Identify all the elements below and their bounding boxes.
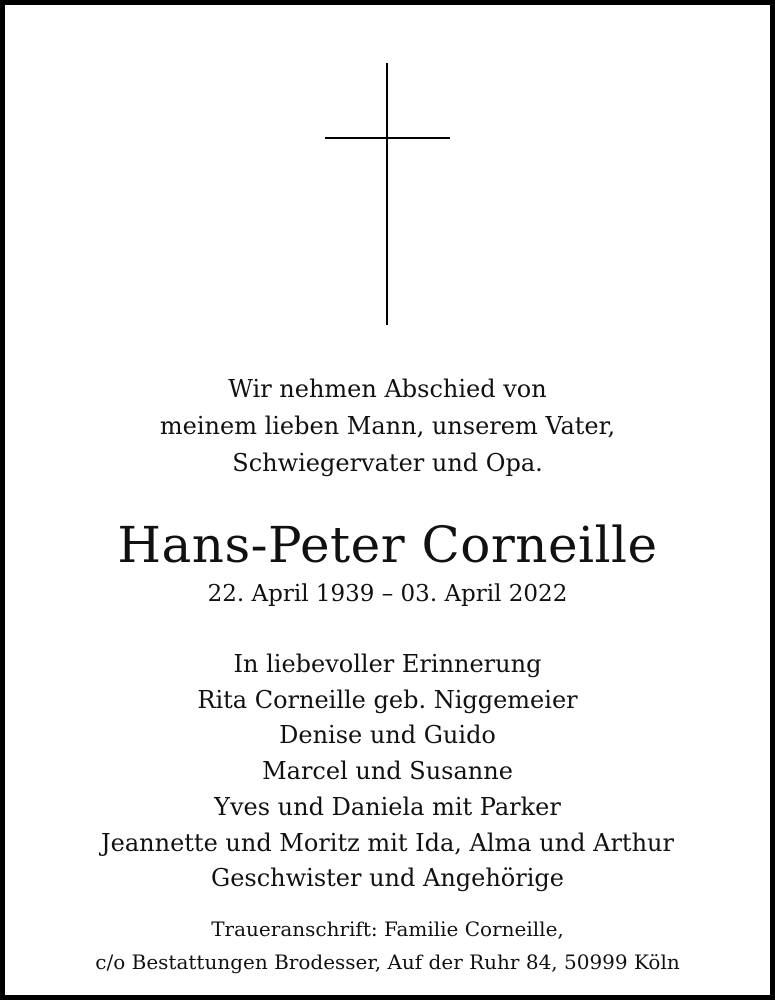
mourners-line: Marcel und Susanne <box>262 757 513 786</box>
mourners-line: Jeannette und Moritz mit Ida, Alma und Arthur <box>101 828 674 857</box>
address-line: Traueranschrift: Familie Corneille, <box>211 917 564 941</box>
intro-line: Schwiegervater und Opa. <box>232 449 543 477</box>
mourners-line: Denise und Guido <box>279 721 496 750</box>
deceased-name: Hans-Peter Corneille <box>117 516 658 574</box>
address-line: c/o Bestattungen Brodesser, Auf der Ruhr 84, 50999 Köln <box>95 950 680 974</box>
intro-line: Wir nehmen Abschied von <box>228 375 547 403</box>
mourners-list <box>5 647 770 897</box>
mourners-line: In liebevoller Erinnerung <box>233 650 542 678</box>
cross-icon <box>5 5 775 335</box>
life-dates: 22. April 1939 – 03. April 2022 <box>207 581 568 607</box>
mourners-line: Rita Corneille geb. Niggemeier <box>197 685 578 714</box>
mourners-line: Geschwister und Angehörige <box>211 864 564 893</box>
intro-line: meinem lieben Mann, unserem Vater, <box>159 412 616 440</box>
mourning-address <box>5 913 770 979</box>
farewell-intro <box>5 371 770 482</box>
mourners-line: Yves und Daniela mit Parker <box>214 792 561 821</box>
